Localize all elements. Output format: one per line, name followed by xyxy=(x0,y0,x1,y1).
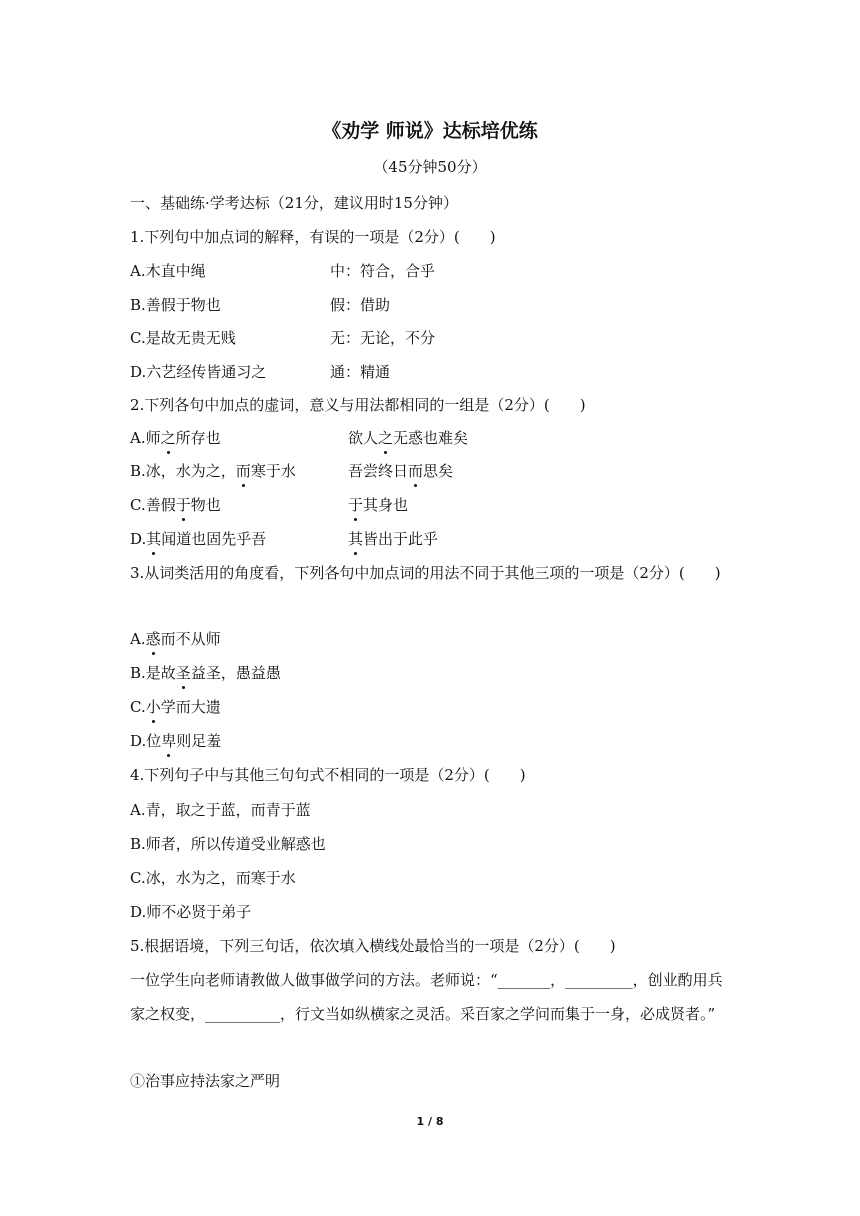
q3-option-b: B.是故圣益圣，愚益愚 xyxy=(130,664,281,682)
q1-option-c: C.是故无贵无贱 xyxy=(130,329,236,347)
q1-option-b-explanation: 假：借助 xyxy=(330,296,391,314)
dotted-word: 而 xyxy=(235,462,251,480)
q4-option-b: B.师者，所以传道受业解惑也 xyxy=(130,835,326,853)
dotted-word: 而 xyxy=(408,462,424,480)
dotted-word: 小 xyxy=(145,698,161,716)
dotted-word: 卑 xyxy=(161,732,177,750)
q2-option-d: D.其闻道也固先乎吾 xyxy=(130,530,267,548)
q1-option-d-explanation: 通：精通 xyxy=(330,363,391,381)
page-title: 《劝学 师说》达标培优练 xyxy=(322,120,538,142)
page-number: 1 / 8 xyxy=(416,1115,444,1128)
dotted-word: 其 xyxy=(146,530,162,548)
question-3-stem: 3.从词类活用的角度看，下列各句中加点词的用法不同于其他三项的一项是（2分）( ) xyxy=(130,564,721,582)
q4-option-a: A.青，取之于蓝，而青于蓝 xyxy=(130,801,311,819)
dotted-word: 于 xyxy=(348,496,364,514)
q2-option-c: C.善假于物也 xyxy=(130,496,221,514)
question-2-stem: 2.下列各句中加点的虚词，意义与用法都相同的一组是（2分）( ) xyxy=(130,396,586,414)
question-4-stem: 4.下列句子中与其他三句句式不相同的一项是（2分）( ) xyxy=(130,766,526,784)
q2-option-b: B.冰，水为之，而寒于水 xyxy=(130,462,296,480)
q2-option-a: A.师之所存也 xyxy=(130,429,221,447)
page-subtitle: （45分钟50分） xyxy=(373,158,487,176)
dotted-word: 之 xyxy=(378,429,394,447)
q1-option-a-explanation: 中：符合，合乎 xyxy=(330,262,436,280)
section-heading: 一、基础练·学考达标（21分，建议用时15分钟） xyxy=(130,194,458,212)
dotted-word: 之 xyxy=(160,429,176,447)
q3-option-d: D.位卑则足羞 xyxy=(130,732,222,750)
q1-option-a: A.木直中绳 xyxy=(130,262,206,280)
question-5-stem: 5.根据语境，下列三句话，依次填入横线处最恰当的一项是（2分）( ) xyxy=(130,937,616,955)
q2-option-a-right: 欲人之无惑也难矣 xyxy=(348,429,469,447)
q4-option-c: C.冰，水为之，而寒于水 xyxy=(130,869,296,887)
q5-item-1: ①治事应持法家之严明 xyxy=(130,1072,281,1090)
q2-option-d-right: 其皆出于此乎 xyxy=(348,530,439,548)
q1-option-d: D.六艺经传皆通习之 xyxy=(130,363,267,381)
dotted-word: 其 xyxy=(348,530,364,548)
dotted-word: 圣 xyxy=(175,664,191,682)
q3-option-a: A.惑而不从师 xyxy=(130,630,221,648)
q2-option-b-right: 吾尝终日而思矣 xyxy=(348,462,454,480)
question-1-stem: 1.下列句中加点词的解释，有误的一项是（2分）( ) xyxy=(130,228,496,246)
q1-option-b: B.善假于物也 xyxy=(130,296,221,314)
q1-option-c-explanation: 无：无论，不分 xyxy=(330,329,436,347)
q2-option-c-right: 于其身也 xyxy=(348,496,409,514)
q5-passage: 一位学生向老师请教做人做事做学问的方法。老师说：“_______，_________，创业酌用兵家之权变，__________，行文当如纵横家之灵活。采百家之学问而集于一身，必成贤者。” xyxy=(130,971,723,1023)
q3-option-c: C.小学而大遗 xyxy=(130,698,221,716)
dotted-word: 惑 xyxy=(145,630,161,648)
q4-option-d: D.师不必贤于弟子 xyxy=(130,903,252,921)
dotted-word: 于 xyxy=(175,496,191,514)
